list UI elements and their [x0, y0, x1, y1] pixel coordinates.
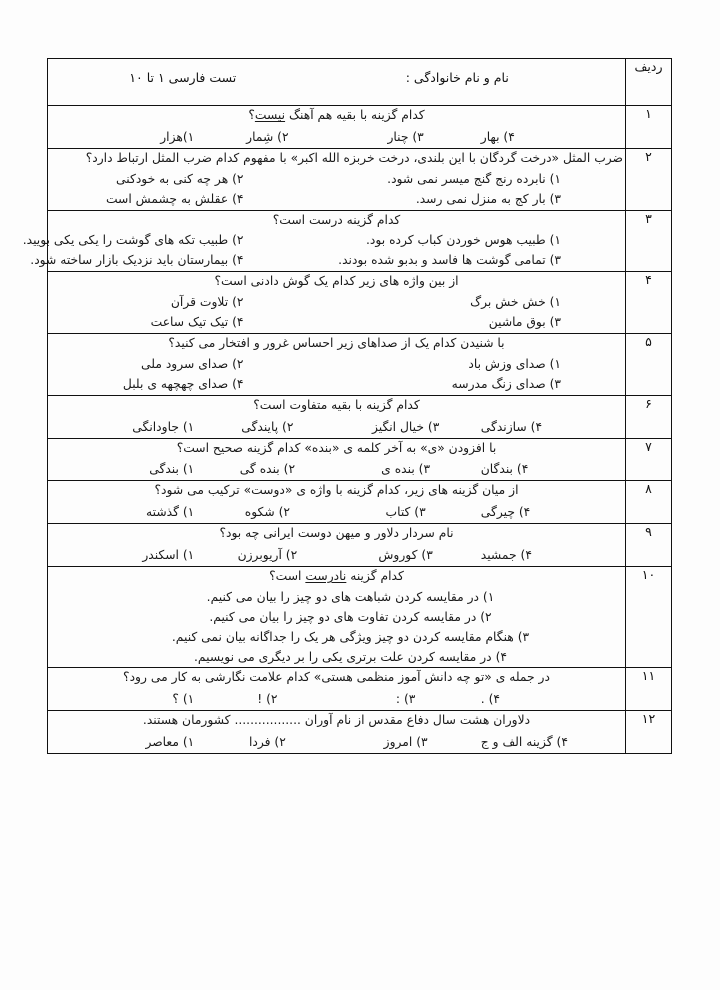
option-3[interactable]: ۳) کتاب [385, 505, 426, 520]
table-row [48, 524, 672, 567]
table-row [48, 272, 672, 334]
option-4[interactable]: ۴) بیمارستان باید نزدیک بازار ساخته شود. [30, 253, 244, 268]
option-1[interactable]: ۱) اسکندر [142, 548, 195, 563]
table-row [48, 438, 672, 481]
option-2[interactable]: ۲) شکوه [244, 505, 290, 520]
option-3[interactable]: ۳) صدای زنگ مدرسه [451, 376, 561, 391]
option-2[interactable]: ۲) آریوبرزن [237, 548, 298, 563]
option-4[interactable]: ۴) صدای چهچهه ی بلبل [122, 376, 244, 391]
question-cell [48, 106, 626, 149]
option-4[interactable]: ۴) بهار [480, 129, 515, 144]
option-4[interactable]: ۴) تیک تیک ساعت [150, 315, 244, 330]
table-row [48, 148, 672, 210]
option-4[interactable]: ۴) بندگان [480, 462, 529, 477]
option-3[interactable]: ۳) تمامی گوشت ها فاسد و بدبو شده بودند. [338, 253, 561, 268]
stem-underlined-word: نادرست [305, 568, 347, 583]
table-header-row [48, 59, 672, 106]
option-3[interactable]: ۳) امروز [383, 735, 428, 750]
name-field-label: نام و نام خانوادگی : [405, 70, 509, 85]
option-1[interactable]: ۱) خش خش برگ [470, 295, 561, 310]
option-1[interactable]: ۱) صدای وزش باد [468, 356, 561, 371]
question-cell [48, 481, 626, 524]
options-row [48, 689, 625, 710]
exam-sheet [22, 58, 672, 754]
question-stem: کدام گزینه نادرست است؟ [269, 568, 404, 583]
table-row [48, 106, 672, 149]
option-1[interactable]: ۱) نابرده رنج گنج میسر نمی شود. [387, 171, 561, 186]
option-1[interactable]: ۱) معاصر [145, 735, 195, 750]
options-row [48, 127, 625, 148]
options-row [48, 417, 625, 438]
question-number: ۱۰ [626, 566, 672, 668]
option-3[interactable]: ۳) خیال انگیز [371, 419, 440, 434]
option-3[interactable]: ۳) کوروش [378, 548, 433, 563]
question-stem: کدام گزینه درست است؟ [272, 212, 401, 227]
option-4[interactable]: ۴) عقلش به چشمش است [105, 191, 244, 206]
option-4[interactable]: ۴) چیرگی [480, 505, 531, 520]
question-number: ۳ [626, 210, 672, 272]
option-1[interactable]: ۱) طبیب هوس خوردن کباب کرده بود. [366, 233, 561, 248]
option-2[interactable]: ۲) فردا [248, 735, 286, 750]
table-row [48, 333, 672, 395]
options-grid [48, 170, 625, 210]
question-number: ۸ [626, 481, 672, 524]
option-1[interactable]: ۱) گذشته [146, 505, 195, 520]
test-title: تست فارسی ۱ تا ۱۰ [129, 70, 237, 85]
question-cell [48, 395, 626, 438]
options-grid [22, 231, 625, 271]
table-row [48, 481, 672, 524]
option-2[interactable]: ۲) ! [257, 692, 278, 707]
question-number: ۵ [626, 333, 672, 395]
option-2[interactable]: ۲) در مقایسه کردن تفاوت های دو چیز را بیان می کنیم. [209, 609, 492, 624]
table-row [48, 668, 672, 711]
option-4[interactable]: ۴) در مقایسه کردن علت برتری یکی را بر دیگری می نویسیم. [194, 649, 507, 664]
option-1[interactable]: ۱)هزار [160, 129, 195, 144]
question-stem: نام سردار دلاور و میهن دوست ایرانی چه بود؟ [219, 526, 454, 541]
option-4[interactable]: ۴) . [480, 692, 500, 707]
question-stem: ضرب المثل «درخت گردگان با این بلندی، درخت خربزه الله اکبر» با مفهوم کدام ضرب المثل ارتباط دارد؟ [85, 150, 623, 165]
exam-table [22, 58, 672, 754]
question-number: ۴ [626, 272, 672, 334]
options-stack [48, 588, 625, 668]
table-row [48, 395, 672, 438]
header-row-label: ردیف [626, 59, 672, 106]
option-3[interactable]: ۳) چنار [387, 129, 424, 144]
question-cell [48, 711, 626, 754]
question-number: ۱ [626, 106, 672, 149]
question-number: ۶ [626, 395, 672, 438]
option-1[interactable]: ۱) ؟ [172, 692, 195, 707]
option-3[interactable]: ۳) بار کج به منزل نمی رسد. [415, 191, 561, 206]
option-1[interactable]: ۱) در مقایسه کردن شباهت های دو چیز را بیان می کنیم. [206, 589, 495, 604]
option-1[interactable]: ۱) جاودانگی [132, 419, 195, 434]
question-cell [48, 566, 626, 668]
question-number: ۱۱ [626, 668, 672, 711]
option-4[interactable]: ۴) سازندگی [480, 419, 543, 434]
option-2[interactable]: ۲) هر چه کنی به خودکنی [116, 171, 244, 186]
question-cell [48, 668, 626, 711]
option-2[interactable]: ۲) پایندگی [241, 419, 294, 434]
options-row [48, 459, 625, 480]
question-stem: کدام گزینه با بقیه هم آهنگ نیست؟ [248, 108, 425, 122]
option-3[interactable]: ۳) بنده ی [381, 462, 431, 477]
table-row [48, 210, 672, 272]
option-1[interactable]: ۱) بندگی [149, 462, 195, 477]
question-cell [48, 333, 626, 395]
question-stem: با افزودن «ی» به آخر کلمه ی «بنده» کدام گزینه صحیح است؟ [176, 440, 497, 455]
table-row [48, 711, 672, 754]
question-cell [48, 524, 626, 567]
question-cell [22, 210, 626, 272]
option-4[interactable]: ۴) گزینه الف و ج [480, 735, 568, 750]
question-stem: از بین واژه های زیر کدام یک گوش دادنی است؟ [214, 274, 459, 289]
options-grid [48, 355, 625, 395]
option-2[interactable]: ۲) بنده گی [239, 462, 296, 477]
table-row [48, 566, 672, 668]
question-number: ۲ [626, 148, 672, 210]
question-stem: با شنیدن کدام یک از صداهای زیر احساس غرور و افتخار می کنید؟ [168, 335, 505, 350]
options-row [48, 545, 625, 566]
header-info-cell [48, 59, 626, 106]
question-stem: در جمله ی «تو چه دانش آموز منظمی هستی» کدام علامت نگارشی به کار می رود؟ [123, 670, 550, 685]
option-2[interactable]: ۲) صدای سرود ملی [141, 356, 244, 371]
options-row [48, 502, 625, 523]
question-number: ۹ [626, 524, 672, 567]
question-stem: از میان گزینه های زیر، کدام گزینه با واژه ی «دوست» ترکیب می شود؟ [154, 483, 519, 498]
question-number: ۷ [626, 438, 672, 481]
options-grid [48, 293, 625, 333]
question-cell [48, 438, 626, 481]
question-number: ۱۲ [626, 711, 672, 754]
question-cell [48, 148, 626, 210]
stem-underlined-word: نیست [254, 108, 286, 122]
question-stem: دلاوران هشت سال دفاع مقدس از نام آوران ................. کشورمان هستند. [142, 713, 531, 728]
options-row [48, 732, 625, 753]
option-4[interactable]: ۴) جمشید [480, 548, 532, 563]
option-3[interactable]: ۳) : [395, 692, 416, 707]
option-2[interactable]: ۲) تلاوت قرآن [170, 295, 244, 310]
option-2[interactable]: ۲) طبیب تکه های گوشت را یکی یکی بویید. [22, 233, 244, 248]
option-3[interactable]: ۳) هنگام مقایسه کردن دو چیز ویژگی هر یک را جداگانه بیان نمی کنیم. [171, 629, 530, 644]
option-2[interactable]: ۲) شِمار [246, 129, 289, 144]
question-cell [48, 272, 626, 334]
question-stem: کدام گزینه با بقیه متفاوت است؟ [253, 397, 420, 412]
option-3[interactable]: ۳) بوق ماشین [488, 315, 561, 330]
